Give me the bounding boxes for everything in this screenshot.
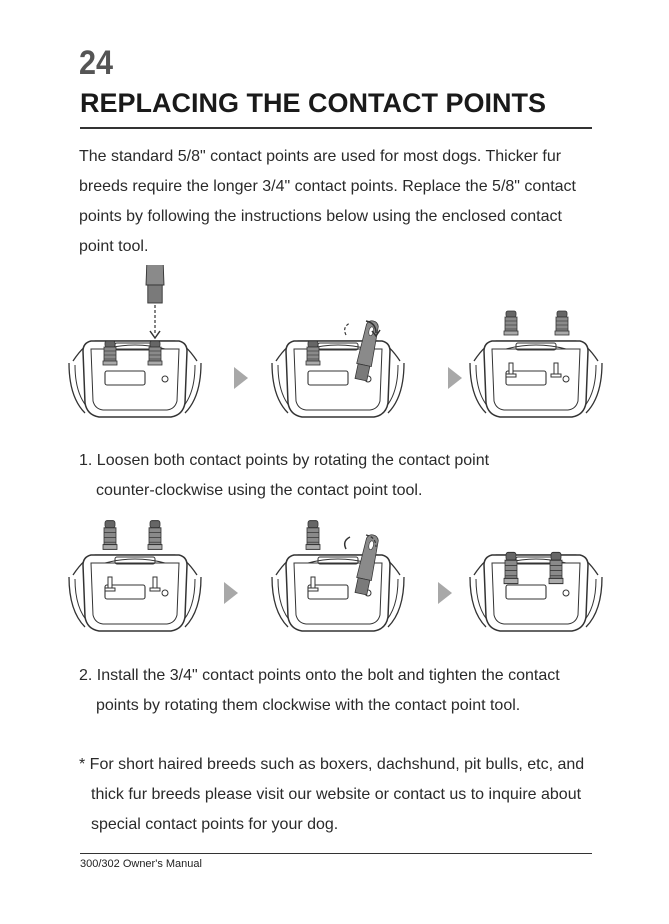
intro-line: breeds require the longer 3/4" contact points. Replace the 5/8" contact [79, 178, 576, 195]
footnote-line-1: * For short haired breeds such as boxers, dachshund, pit bulls, etc, and [79, 756, 585, 773]
play-triangle-icon [438, 582, 452, 604]
footnote [79, 750, 619, 840]
collar-install-with-tool-illustration [272, 521, 404, 631]
step-2-line-1: 2. Install the 3/4" contact points onto the bolt and tighten the contact [79, 667, 560, 684]
page-title: REPLACING THE CONTACT POINTS [80, 88, 547, 118]
step-2-instructions [79, 661, 619, 721]
intro-line: points by following the instructions below using the enclosed contact [79, 208, 562, 225]
play-triangle-icon [224, 582, 238, 604]
intro-paragraph [79, 142, 604, 262]
footnote-line-3: special contact points for your dog. [91, 816, 339, 833]
play-triangle-icon [234, 367, 248, 389]
collar-installed-points-illustration [470, 552, 602, 631]
step-2-line-2: points by rotating them clockwise with the contact point tool. [96, 697, 521, 714]
step-1-line-2: counter-clockwise using the contact point tool. [96, 482, 423, 499]
page-number: 24 [79, 44, 114, 82]
title-divider [80, 127, 592, 129]
collar-with-tool-illustration [69, 265, 201, 417]
step-1-line-1: 1. Loosen both contact points by rotating the contact point [79, 452, 490, 469]
collar-bare-bolts-illustration [470, 311, 602, 417]
collar-rotating-tool-illustration [272, 319, 404, 417]
step1-illustration [0, 265, 669, 445]
play-triangle-icon [448, 367, 462, 389]
footer-text: 300/302 Owner's Manual [80, 858, 202, 870]
intro-line: point tool. [79, 238, 149, 255]
step-1-instructions [79, 446, 619, 506]
footnote-line-2: thick fur breeds please visit our website or contact us to inquire about [91, 786, 582, 803]
intro-line: The standard 5/8" contact points are used for most dogs. Thicker fur [79, 148, 562, 165]
collar-long-points-illustration [69, 521, 201, 631]
step2-illustration [0, 520, 669, 660]
footer-divider [80, 853, 592, 854]
